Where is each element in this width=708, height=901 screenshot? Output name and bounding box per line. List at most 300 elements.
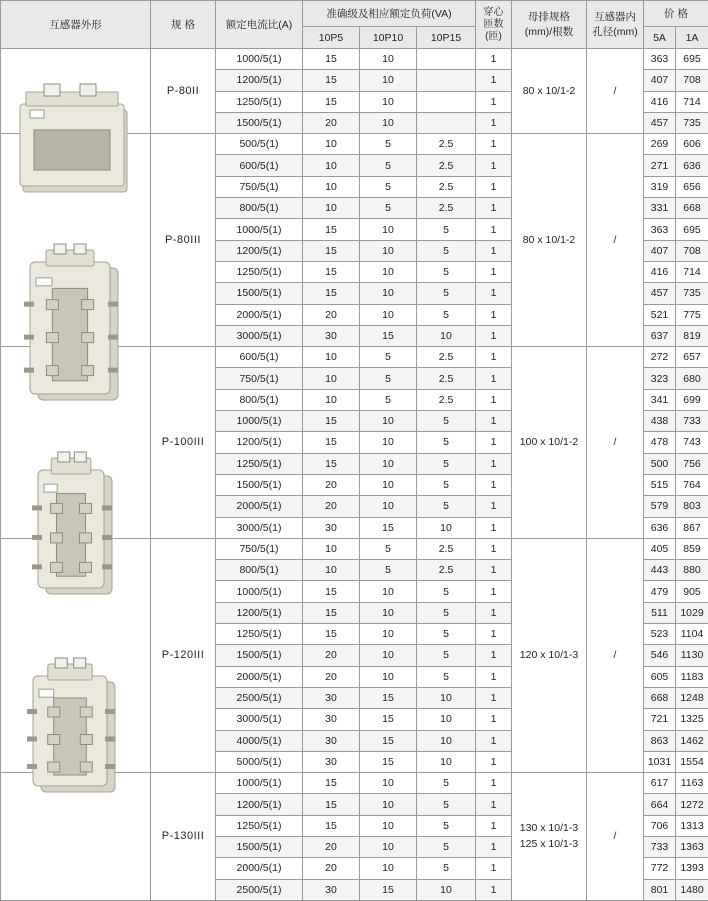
rated-current-ratio: 2000/5(1): [216, 666, 303, 687]
price-1a: 905: [676, 581, 708, 602]
load-10p15: [417, 70, 476, 91]
load-10p15: [417, 91, 476, 112]
rated-current-ratio: 1500/5(1): [216, 283, 303, 304]
load-10p15: 10: [417, 517, 476, 538]
price-5a: 457: [644, 283, 676, 304]
load-10p10: 10: [360, 836, 417, 857]
price-1a: 714: [676, 91, 708, 112]
turns-count: 1: [476, 240, 512, 261]
turns-count: 1: [476, 773, 512, 794]
price-1a: 636: [676, 155, 708, 176]
price-5a: 637: [644, 325, 676, 346]
rated-current-ratio: 1500/5(1): [216, 112, 303, 133]
load-10p10: 5: [360, 155, 417, 176]
rated-current-ratio: 1500/5(1): [216, 474, 303, 495]
turns-count: 1: [476, 879, 512, 900]
turns-count: 1: [476, 176, 512, 197]
price-5a: 457: [644, 112, 676, 133]
price-1a: 1480: [676, 879, 708, 900]
turns-count: 1: [476, 453, 512, 474]
load-10p5: 10: [303, 368, 360, 389]
turns-count: 1: [476, 709, 512, 730]
table-row: [1, 134, 708, 155]
header-10p5: 10P5: [303, 27, 360, 49]
turns-count: 1: [476, 815, 512, 836]
header-10p15: 10P15: [417, 27, 476, 49]
load-10p15: 10: [417, 709, 476, 730]
rated-current-ratio: 3000/5(1): [216, 709, 303, 730]
header-price-5a: 5A: [644, 27, 676, 49]
price-5a: 617: [644, 773, 676, 794]
header-hole: 互感器内 孔径(mm): [587, 1, 644, 49]
load-10p15: 5: [417, 304, 476, 325]
product-image-cell: [1, 538, 151, 772]
load-10p10: 10: [360, 91, 417, 112]
load-10p5: 20: [303, 112, 360, 133]
price-1a: 743: [676, 432, 708, 453]
load-10p15: 2.5: [417, 198, 476, 219]
rated-current-ratio: 1250/5(1): [216, 815, 303, 836]
price-5a: 323: [644, 368, 676, 389]
price-1a: 735: [676, 283, 708, 304]
header-price-1a: 1A: [676, 27, 708, 49]
load-10p10: 10: [360, 261, 417, 282]
turns-count: 1: [476, 538, 512, 559]
price-1a: 880: [676, 560, 708, 581]
price-1a: 1462: [676, 730, 708, 751]
busbar-spec: 120 x 10/1-3: [512, 538, 587, 772]
price-1a: 1104: [676, 624, 708, 645]
price-1a: 1163: [676, 773, 708, 794]
turns-count: 1: [476, 645, 512, 666]
price-1a: 699: [676, 389, 708, 410]
load-10p15: 5: [417, 453, 476, 474]
load-10p10: 15: [360, 751, 417, 772]
load-10p10: 10: [360, 773, 417, 794]
hole-diameter: /: [587, 538, 644, 772]
load-10p5: 15: [303, 70, 360, 91]
price-5a: 515: [644, 474, 676, 495]
load-10p15: 5: [417, 411, 476, 432]
header-10p10: 10P10: [360, 27, 417, 49]
load-10p5: 15: [303, 581, 360, 602]
rated-current-ratio: 2500/5(1): [216, 687, 303, 708]
rated-current-ratio: 800/5(1): [216, 198, 303, 219]
load-10p15: 10: [417, 751, 476, 772]
load-10p15: 5: [417, 581, 476, 602]
rated-current-ratio: 600/5(1): [216, 347, 303, 368]
price-5a: 546: [644, 645, 676, 666]
price-1a: 1248: [676, 687, 708, 708]
load-10p10: 5: [360, 560, 417, 581]
price-1a: 708: [676, 240, 708, 261]
load-10p5: 10: [303, 134, 360, 155]
load-10p5: 15: [303, 283, 360, 304]
load-10p5: 20: [303, 645, 360, 666]
hole-diameter: /: [587, 134, 644, 347]
price-1a: 695: [676, 219, 708, 240]
turns-count: 1: [476, 517, 512, 538]
load-10p5: 10: [303, 347, 360, 368]
load-10p10: 10: [360, 49, 417, 70]
load-10p15: 2.5: [417, 347, 476, 368]
load-10p5: 30: [303, 730, 360, 751]
load-10p5: 20: [303, 474, 360, 495]
load-10p15: 2.5: [417, 560, 476, 581]
price-1a: 1313: [676, 815, 708, 836]
load-10p5: 15: [303, 91, 360, 112]
price-5a: 523: [644, 624, 676, 645]
price-5a: 269: [644, 134, 676, 155]
load-10p5: 20: [303, 666, 360, 687]
rated-current-ratio: 3000/5(1): [216, 517, 303, 538]
busbar-spec: 80 x 10/1-2: [512, 134, 587, 347]
turns-count: 1: [476, 560, 512, 581]
load-10p15: 5: [417, 794, 476, 815]
header-spec: 规 格: [151, 1, 216, 49]
load-10p15: 5: [417, 261, 476, 282]
load-10p10: 5: [360, 176, 417, 197]
rated-current-ratio: 3000/5(1): [216, 325, 303, 346]
rated-current-ratio: 1200/5(1): [216, 432, 303, 453]
rated-current-ratio: 2000/5(1): [216, 496, 303, 517]
price-5a: 636: [644, 517, 676, 538]
rated-current-ratio: 1250/5(1): [216, 624, 303, 645]
price-5a: 863: [644, 730, 676, 751]
turns-count: 1: [476, 389, 512, 410]
header-price-group: 价 格: [644, 1, 708, 27]
table-body: [1, 49, 708, 901]
load-10p5: 10: [303, 198, 360, 219]
header-turns: 穿心 匝数 (匝): [476, 1, 512, 49]
price-5a: 405: [644, 538, 676, 559]
model-name: P-120III: [151, 538, 216, 772]
rated-current-ratio: 1000/5(1): [216, 49, 303, 70]
rated-current-ratio: 1250/5(1): [216, 91, 303, 112]
turns-count: 1: [476, 91, 512, 112]
load-10p15: 5: [417, 283, 476, 304]
turns-count: 1: [476, 474, 512, 495]
load-10p15: 5: [417, 624, 476, 645]
load-10p10: 10: [360, 858, 417, 879]
product-image-cell: [1, 49, 151, 134]
price-5a: 416: [644, 261, 676, 282]
turns-count: 1: [476, 134, 512, 155]
price-5a: 605: [644, 666, 676, 687]
rated-current-ratio: 750/5(1): [216, 368, 303, 389]
load-10p10: 10: [360, 602, 417, 623]
model-name: P-100III: [151, 347, 216, 539]
table-row: [1, 347, 708, 368]
turns-count: 1: [476, 794, 512, 815]
price-1a: 1363: [676, 836, 708, 857]
turns-count: 1: [476, 624, 512, 645]
load-10p15: 5: [417, 666, 476, 687]
load-10p10: 10: [360, 112, 417, 133]
load-10p10: 5: [360, 198, 417, 219]
turns-count: 1: [476, 687, 512, 708]
load-10p10: 10: [360, 304, 417, 325]
load-10p5: 15: [303, 773, 360, 794]
load-10p10: 10: [360, 496, 417, 517]
load-10p10: 5: [360, 538, 417, 559]
load-10p5: 10: [303, 155, 360, 176]
load-10p15: 5: [417, 858, 476, 879]
load-10p5: 20: [303, 858, 360, 879]
load-10p10: 10: [360, 283, 417, 304]
load-10p15: 5: [417, 496, 476, 517]
price-5a: 511: [644, 602, 676, 623]
price-5a: 1031: [644, 751, 676, 772]
load-10p15: 5: [417, 432, 476, 453]
turns-count: 1: [476, 666, 512, 687]
load-10p5: 15: [303, 432, 360, 453]
load-10p10: 15: [360, 687, 417, 708]
load-10p10: 10: [360, 624, 417, 645]
price-5a: 478: [644, 432, 676, 453]
load-10p5: 20: [303, 836, 360, 857]
price-1a: 708: [676, 70, 708, 91]
price-1a: 764: [676, 474, 708, 495]
busbar-spec: 130 x 10/1-3 125 x 10/1-3: [512, 773, 587, 901]
load-10p5: 30: [303, 687, 360, 708]
price-5a: 664: [644, 794, 676, 815]
busbar-spec: 100 x 10/1-2: [512, 347, 587, 539]
turns-count: 1: [476, 325, 512, 346]
price-1a: 803: [676, 496, 708, 517]
price-5a: 721: [644, 709, 676, 730]
price-1a: 680: [676, 368, 708, 389]
price-1a: 714: [676, 261, 708, 282]
price-1a: 735: [676, 112, 708, 133]
price-5a: 407: [644, 240, 676, 261]
turns-count: 1: [476, 198, 512, 219]
price-1a: 756: [676, 453, 708, 474]
load-10p5: 15: [303, 49, 360, 70]
load-10p10: 10: [360, 70, 417, 91]
load-10p5: 15: [303, 794, 360, 815]
hole-diameter: /: [587, 347, 644, 539]
price-5a: 363: [644, 219, 676, 240]
rated-current-ratio: 1500/5(1): [216, 836, 303, 857]
load-10p10: 15: [360, 325, 417, 346]
load-10p10: 10: [360, 432, 417, 453]
load-10p5: 30: [303, 879, 360, 900]
turns-count: 1: [476, 602, 512, 623]
load-10p15: 2.5: [417, 368, 476, 389]
load-10p15: 5: [417, 219, 476, 240]
table-header: [1, 1, 708, 49]
load-10p15: [417, 112, 476, 133]
price-5a: 416: [644, 91, 676, 112]
load-10p15: 2.5: [417, 538, 476, 559]
turns-count: 1: [476, 283, 512, 304]
load-10p5: 30: [303, 325, 360, 346]
turns-count: 1: [476, 112, 512, 133]
price-1a: 657: [676, 347, 708, 368]
load-10p5: 10: [303, 560, 360, 581]
rated-current-ratio: 4000/5(1): [216, 730, 303, 751]
load-10p10: 15: [360, 879, 417, 900]
price-5a: 271: [644, 155, 676, 176]
load-10p5: 15: [303, 411, 360, 432]
rated-current-ratio: 500/5(1): [216, 134, 303, 155]
table-row: [1, 538, 708, 559]
load-10p5: 10: [303, 389, 360, 410]
load-10p15: 2.5: [417, 155, 476, 176]
load-10p10: 10: [360, 219, 417, 240]
load-10p5: 15: [303, 453, 360, 474]
load-10p5: 30: [303, 709, 360, 730]
rated-current-ratio: 750/5(1): [216, 538, 303, 559]
load-10p5: 20: [303, 304, 360, 325]
header-ratio: 额定电流比(A): [216, 1, 303, 49]
price-1a: 1183: [676, 666, 708, 687]
turns-count: 1: [476, 70, 512, 91]
load-10p10: 10: [360, 815, 417, 836]
price-5a: 407: [644, 70, 676, 91]
price-5a: 363: [644, 49, 676, 70]
rated-current-ratio: 1200/5(1): [216, 70, 303, 91]
turns-count: 1: [476, 368, 512, 389]
load-10p10: 15: [360, 730, 417, 751]
price-1a: 867: [676, 517, 708, 538]
price-5a: 801: [644, 879, 676, 900]
turns-count: 1: [476, 730, 512, 751]
load-10p15: 2.5: [417, 134, 476, 155]
load-10p5: 15: [303, 815, 360, 836]
model-name: P-130III: [151, 773, 216, 901]
turns-count: 1: [476, 751, 512, 772]
hole-diameter: /: [587, 49, 644, 134]
load-10p15: 10: [417, 325, 476, 346]
price-5a: 733: [644, 836, 676, 857]
load-10p15: 5: [417, 602, 476, 623]
price-5a: 579: [644, 496, 676, 517]
price-5a: 500: [644, 453, 676, 474]
price-1a: 1130: [676, 645, 708, 666]
rated-current-ratio: 1000/5(1): [216, 219, 303, 240]
price-5a: 438: [644, 411, 676, 432]
turns-count: 1: [476, 581, 512, 602]
load-10p10: 10: [360, 645, 417, 666]
load-10p15: 5: [417, 836, 476, 857]
load-10p10: 5: [360, 347, 417, 368]
price-1a: 656: [676, 176, 708, 197]
price-1a: 819: [676, 325, 708, 346]
load-10p15: 2.5: [417, 176, 476, 197]
rated-current-ratio: 750/5(1): [216, 176, 303, 197]
price-5a: 319: [644, 176, 676, 197]
price-1a: 1272: [676, 794, 708, 815]
rated-current-ratio: 1200/5(1): [216, 794, 303, 815]
price-5a: 706: [644, 815, 676, 836]
price-5a: 272: [644, 347, 676, 368]
load-10p10: 10: [360, 474, 417, 495]
price-1a: 1325: [676, 709, 708, 730]
load-10p10: 10: [360, 666, 417, 687]
turns-count: 1: [476, 347, 512, 368]
load-10p5: 15: [303, 624, 360, 645]
load-10p10: 10: [360, 240, 417, 261]
table-row: [1, 773, 708, 794]
price-5a: 668: [644, 687, 676, 708]
load-10p15: 10: [417, 879, 476, 900]
price-5a: 331: [644, 198, 676, 219]
load-10p5: 30: [303, 751, 360, 772]
product-image-cell: [1, 134, 151, 347]
rated-current-ratio: 1200/5(1): [216, 240, 303, 261]
load-10p5: 15: [303, 219, 360, 240]
load-10p15: 2.5: [417, 389, 476, 410]
price-1a: 859: [676, 538, 708, 559]
rated-current-ratio: 1000/5(1): [216, 773, 303, 794]
rated-current-ratio: 800/5(1): [216, 389, 303, 410]
rated-current-ratio: 600/5(1): [216, 155, 303, 176]
price-1a: 1393: [676, 858, 708, 879]
rated-current-ratio: 2000/5(1): [216, 304, 303, 325]
header-busbar: 母排规格 (mm)/根数: [512, 1, 587, 49]
rated-current-ratio: 2000/5(1): [216, 858, 303, 879]
load-10p10: 15: [360, 709, 417, 730]
price-1a: 775: [676, 304, 708, 325]
load-10p5: 10: [303, 538, 360, 559]
load-10p10: 10: [360, 581, 417, 602]
rated-current-ratio: 1000/5(1): [216, 411, 303, 432]
load-10p10: 5: [360, 389, 417, 410]
rated-current-ratio: 5000/5(1): [216, 751, 303, 772]
model-name: P-80II: [151, 49, 216, 134]
load-10p15: 5: [417, 474, 476, 495]
price-1a: 733: [676, 411, 708, 432]
price-5a: 443: [644, 560, 676, 581]
turns-count: 1: [476, 411, 512, 432]
price-1a: 606: [676, 134, 708, 155]
rated-current-ratio: 1250/5(1): [216, 453, 303, 474]
load-10p15: 5: [417, 815, 476, 836]
turns-count: 1: [476, 261, 512, 282]
load-10p5: 15: [303, 602, 360, 623]
turns-count: 1: [476, 155, 512, 176]
load-10p5: 15: [303, 240, 360, 261]
load-10p15: 10: [417, 687, 476, 708]
rated-current-ratio: 800/5(1): [216, 560, 303, 581]
load-10p15: 5: [417, 773, 476, 794]
load-10p15: [417, 49, 476, 70]
rated-current-ratio: 1200/5(1): [216, 602, 303, 623]
rated-current-ratio: 2500/5(1): [216, 879, 303, 900]
turns-count: 1: [476, 219, 512, 240]
load-10p15: 5: [417, 240, 476, 261]
rated-current-ratio: 1000/5(1): [216, 581, 303, 602]
turns-count: 1: [476, 432, 512, 453]
turns-count: 1: [476, 836, 512, 857]
rated-current-ratio: 1500/5(1): [216, 645, 303, 666]
load-10p5: 20: [303, 496, 360, 517]
price-1a: 1029: [676, 602, 708, 623]
model-name: P-80III: [151, 134, 216, 347]
header-appearance: 互感器外形: [1, 1, 151, 49]
rated-current-ratio: 1250/5(1): [216, 261, 303, 282]
product-image-cell: [1, 773, 151, 901]
price-5a: 772: [644, 858, 676, 879]
price-5a: 479: [644, 581, 676, 602]
load-10p5: 30: [303, 517, 360, 538]
load-10p10: 10: [360, 453, 417, 474]
load-10p10: 15: [360, 517, 417, 538]
price-5a: 521: [644, 304, 676, 325]
price-5a: 341: [644, 389, 676, 410]
